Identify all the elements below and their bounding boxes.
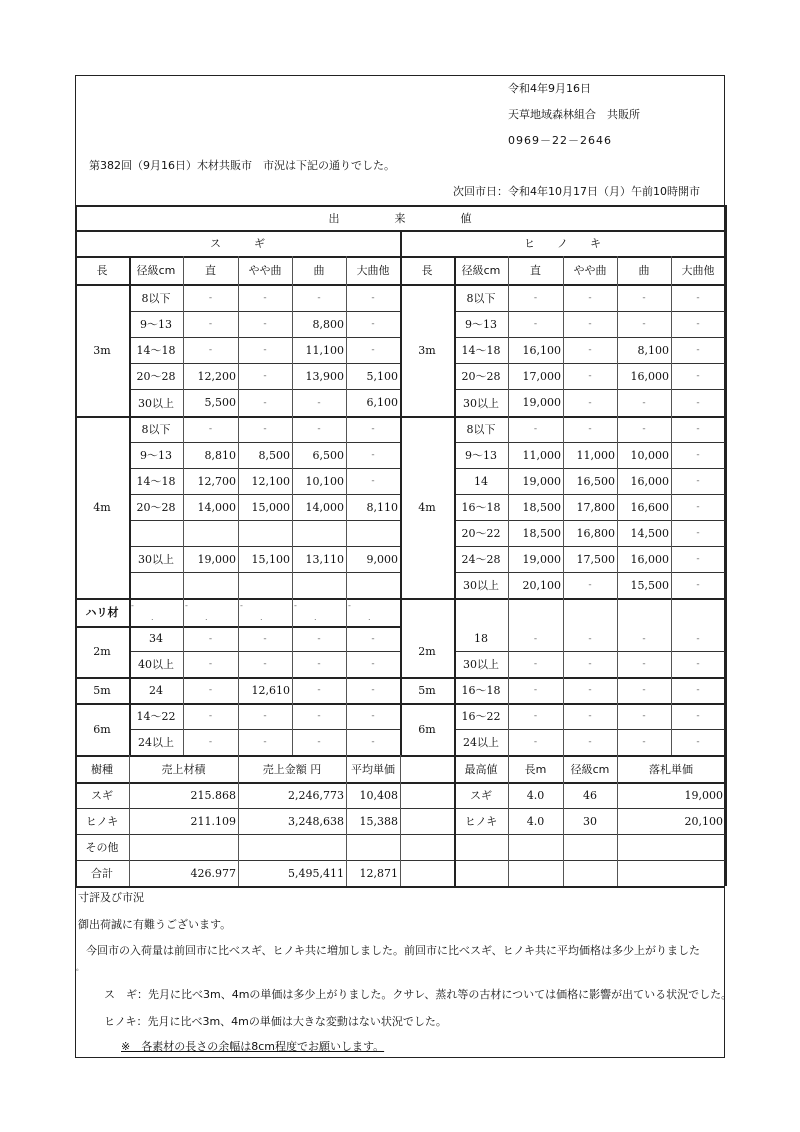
hari-tick-mark: . — [260, 613, 263, 622]
sugi-price-cell: 14,000 — [197, 500, 236, 514]
sugi-price-cell: - — [263, 345, 267, 355]
column-header: 長 — [96, 264, 108, 277]
sugi-diameter: 30以上 — [138, 396, 174, 410]
hinoki-diameter: 9～13 — [465, 318, 497, 331]
sugi-diameter: 34 — [149, 632, 163, 645]
hinoki-price-cell: - — [696, 737, 700, 747]
sugi-price-cell: 19,000 — [197, 552, 236, 566]
hari-tick-mark: . — [205, 613, 208, 622]
remarks-paragraph: 今回市の入荷量は前回市に比べスギ、ヒノキ共に増加しました。前回市に比べスギ、ヒノキ共に平均価格は多少上がりました — [86, 944, 701, 957]
sugi-price-cell: - — [317, 659, 321, 669]
sugi-price-cell: - — [371, 476, 375, 486]
hari-tick-mark: - — [131, 601, 134, 610]
sugi-length-5m: 5m — [93, 683, 111, 697]
grid-line-h — [129, 337, 400, 338]
sugi-diameter: 30以上 — [138, 553, 174, 566]
hinoki-price-cell: - — [696, 397, 700, 408]
sugi-price-cell: 12,200 — [197, 369, 236, 383]
grid-line-h — [454, 389, 725, 390]
sugi-price-cell: - — [263, 424, 267, 434]
sugi-section-label: ス ギ — [210, 237, 265, 250]
hinoki-diameter: 30以上 — [463, 579, 499, 592]
hinoki-diameter: 18 — [474, 632, 488, 645]
sugi-price-cell: - — [317, 292, 321, 303]
grid-line-h — [454, 494, 725, 495]
column-header: やや曲 — [573, 264, 607, 277]
hinoki-diameter: 24～28 — [461, 553, 501, 566]
hinoki-diameter: 16～22 — [461, 710, 501, 723]
hinoki-length-3m: 3m — [418, 343, 436, 357]
phone-number: 0969－22－2646 — [508, 134, 612, 147]
summary-volume: 426.977 — [190, 866, 236, 880]
sugi-price-cell: - — [263, 371, 267, 381]
highest-length: 4.0 — [526, 788, 545, 802]
next-market-date: 次回市日：令和4年10月17日（月）午前10時開市 — [453, 185, 700, 198]
grid-line-h — [129, 442, 400, 443]
organization-name: 天草地域森林組合 共販所 — [508, 108, 640, 121]
hinoki-length-5m: 5m — [418, 683, 436, 697]
hari-tick-mark: . — [151, 613, 154, 622]
summary-volume: 215.868 — [190, 788, 236, 802]
sugi-price-cell: 8,110 — [366, 500, 398, 514]
summary-amount: 3,248,638 — [288, 814, 344, 828]
highest-header: 長m — [524, 762, 547, 776]
grid-line-v — [508, 755, 509, 886]
hinoki-price-cell: - — [696, 292, 700, 303]
hinoki-length-2m: 2m — [418, 645, 436, 658]
sugi-price-cell — [238, 598, 292, 626]
hinoki-price-cell: - — [696, 711, 700, 721]
sugi-price-cell: - — [208, 345, 213, 355]
sugi-length-2m: 2m — [93, 645, 111, 658]
sugi-price-cell: - — [263, 659, 267, 669]
sugi-price-cell: - — [208, 424, 213, 434]
hinoki-price-cell: - — [588, 711, 592, 721]
hinoki-price-cell: - — [588, 424, 592, 434]
sugi-price-cell — [183, 598, 238, 626]
hinoki-price-cell: 16,100 — [522, 343, 561, 357]
table-title: 出 来 値 — [328, 211, 472, 225]
hinoki-price-cell: 16,000 — [630, 474, 669, 488]
hinoki-price-cell: 11,000 — [576, 448, 615, 462]
sugi-price-cell: - — [263, 633, 267, 644]
hinoki-price-cell: - — [696, 319, 700, 329]
highest-species: ヒノキ — [464, 815, 498, 828]
sugi-price-cell: 5,500 — [204, 396, 236, 409]
sugi-price-cell: - — [371, 319, 375, 329]
sugi-price-cell: 11,100 — [305, 343, 344, 357]
grid-line-v — [292, 256, 293, 755]
grid-line-h — [129, 311, 400, 312]
summary-amount — [238, 834, 346, 860]
highest-length: 4.0 — [526, 814, 545, 828]
hinoki-price-cell: 20,100 — [522, 578, 561, 592]
sugi-length-6m: 6m — [93, 722, 111, 736]
grid-line-v — [617, 256, 618, 755]
column-header: 長 — [421, 264, 433, 277]
hari-tick-mark: - — [348, 601, 351, 610]
hinoki-price-cell: - — [642, 397, 646, 408]
sugi-price-cell: 8,810 — [204, 448, 236, 462]
hinoki-diameter: 24以上 — [463, 736, 499, 749]
grid-line-v — [129, 755, 130, 886]
hinoki-diameter: 8以下 — [466, 291, 496, 305]
highest-header: 最高値 — [464, 762, 498, 776]
sugi-length-4m: 4m — [93, 500, 111, 514]
sugi-price-cell: 5,100 — [366, 369, 398, 383]
summary-header: 樹種 — [91, 762, 113, 776]
remarks-hinoki: ヒノキ：先月に比べ3m、4mの単価は大きな変動はない状況でした。 — [104, 1015, 447, 1028]
sugi-price-cell: - — [263, 737, 267, 747]
grid-line-h — [454, 337, 725, 338]
hinoki-price-cell: - — [696, 685, 700, 695]
sugi-price-cell: 15,000 — [251, 500, 290, 514]
sugi-price-cell: - — [208, 633, 213, 644]
summary-amount: 2,246,773 — [288, 788, 344, 802]
sugi-price-cell: 9,000 — [366, 552, 398, 566]
grid-line-h — [454, 442, 725, 443]
grid-line-h — [129, 572, 400, 573]
grid-line-h — [454, 546, 725, 547]
sugi-price-cell: 8,500 — [258, 448, 290, 462]
hinoki-price-cell: - — [533, 633, 538, 644]
hinoki-price-cell: - — [642, 292, 646, 303]
hinoki-price-cell: 18,500 — [522, 500, 561, 514]
grid-line-v — [238, 256, 239, 755]
highest-price: 20,100 — [684, 814, 723, 828]
hinoki-price-cell: 11,000 — [522, 448, 561, 462]
sugi-price-cell: 15,100 — [251, 552, 290, 566]
grid-line-h — [75, 886, 725, 888]
grid-line-h — [129, 494, 400, 495]
grid-line-h — [129, 546, 400, 547]
sugi-diameter: 9～13 — [140, 318, 172, 331]
sugi-length-3m: 3m — [93, 343, 111, 357]
column-header: 大曲他 — [356, 264, 390, 277]
hinoki-price-cell: 16,000 — [630, 552, 669, 566]
grid-line-v — [346, 256, 347, 755]
sugi-price-cell: 8,800 — [312, 317, 344, 331]
sugi-price-cell: - — [263, 397, 267, 408]
sugi-price-cell: - — [371, 424, 375, 434]
grid-line-h — [129, 389, 400, 390]
hinoki-price-cell: 19,000 — [522, 552, 561, 566]
hinoki-price-cell: - — [588, 737, 592, 747]
hinoki-price-cell: - — [588, 659, 592, 669]
hinoki-diameter: 30以上 — [463, 396, 499, 410]
sugi-price-cell: - — [208, 711, 213, 721]
summary-species: その他 — [85, 841, 119, 854]
hinoki-price-cell: - — [533, 424, 538, 434]
grid-line-h — [129, 651, 400, 652]
sugi-price-cell: - — [317, 633, 321, 644]
sugi-price-cell: - — [208, 737, 213, 747]
column-header: 径級cm — [136, 264, 176, 277]
grid-line-h — [129, 729, 400, 730]
remarks-paragraph-tail: 。 — [76, 964, 83, 972]
sugi-price-cell: - — [317, 737, 321, 747]
hinoki-price-cell: - — [696, 345, 700, 355]
hinoki-price-cell: - — [533, 711, 538, 721]
sugi-price-cell: - — [263, 292, 267, 303]
hinoki-price-cell: - — [588, 319, 592, 329]
sugi-price-cell: - — [371, 292, 375, 303]
sugi-price-cell: - — [208, 319, 213, 329]
hinoki-price-cell: - — [588, 685, 592, 695]
sugi-price-cell: 12,700 — [197, 474, 236, 488]
hinoki-diameter: 20～28 — [461, 370, 501, 383]
hinoki-price-cell: - — [533, 659, 538, 669]
hinoki-price-cell: 18,500 — [522, 526, 561, 540]
hinoki-price-cell: 16,800 — [576, 526, 615, 540]
grid-line-h — [454, 651, 725, 652]
remarks-note: ※ 各素材の長さの余幅は8cm程度でお願いします。 — [121, 1040, 385, 1053]
hinoki-price-cell: - — [696, 528, 700, 538]
hinoki-price-cell: 17,500 — [576, 552, 615, 566]
summary-average-price: 10,408 — [359, 788, 398, 802]
hari-tick-mark: . — [314, 613, 317, 622]
sugi-price-cell: 13,900 — [305, 369, 344, 383]
grid-line-h — [129, 520, 400, 521]
sugi-price-cell — [292, 598, 346, 626]
hinoki-price-cell: - — [696, 424, 700, 434]
hinoki-price-cell: - — [533, 319, 538, 329]
hinoki-length-6m: 6m — [418, 722, 436, 736]
sugi-price-cell: 10,100 — [305, 474, 344, 488]
sugi-diameter: 40以上 — [138, 658, 174, 671]
hinoki-diameter: 16～18 — [461, 684, 501, 697]
hinoki-price-cell: - — [588, 371, 592, 381]
hinoki-price-cell: - — [696, 371, 700, 381]
column-header: 大曲他 — [681, 264, 715, 277]
sugi-diameter: 14～22 — [136, 710, 176, 723]
highest-diameter: 46 — [583, 788, 597, 802]
hinoki-price-cell: 19,000 — [522, 396, 561, 409]
highest-diameter: 30 — [583, 814, 597, 828]
grid-line-h — [454, 520, 725, 521]
grid-line-h — [454, 729, 725, 730]
sugi-price-cell: 14,000 — [305, 500, 344, 514]
hinoki-price-cell: - — [588, 580, 592, 590]
hinoki-price-cell: 16,500 — [576, 474, 615, 488]
sugi-price-cell: 6,100 — [366, 396, 398, 409]
hinoki-price-cell: 10,000 — [630, 448, 669, 462]
grid-line-v — [454, 256, 456, 755]
sugi-length-ハリ材: ハリ材 — [85, 606, 119, 619]
hinoki-diameter: 14 — [474, 474, 488, 488]
hinoki-price-cell: - — [642, 424, 646, 434]
sugi-price-cell: 6,500 — [312, 448, 344, 462]
sugi-price-cell: 13,110 — [305, 552, 344, 566]
grid-line-h — [454, 363, 725, 364]
hinoki-price-cell: - — [588, 397, 592, 408]
sugi-price-cell: - — [371, 450, 375, 460]
grid-line-v — [238, 755, 239, 886]
hinoki-price-cell: - — [696, 633, 700, 644]
sugi-price-cell: - — [263, 319, 267, 329]
sugi-diameter: 8以下 — [141, 423, 171, 436]
grid-line-h — [129, 468, 400, 469]
sugi-diameter: 24 — [149, 683, 163, 697]
column-header: 直 — [205, 264, 216, 277]
sugi-price-cell: - — [263, 711, 267, 721]
sugi-diameter: 20～28 — [136, 370, 176, 383]
grid-line-h — [129, 363, 400, 364]
grid-line-v — [563, 256, 564, 755]
summary-header: 売上材積 — [161, 762, 206, 776]
grid-line-v — [346, 755, 347, 886]
hinoki-price-cell: - — [696, 580, 700, 590]
highest-price: 19,000 — [684, 788, 723, 802]
sugi-price-cell: - — [317, 685, 321, 695]
summary-header: 平均単価 — [351, 762, 395, 776]
hinoki-price-cell: - — [588, 345, 592, 355]
column-header: 径級cm — [461, 264, 501, 277]
sugi-diameter: 9～13 — [140, 449, 172, 462]
grid-line-h — [454, 572, 725, 573]
hinoki-diameter: 8以下 — [466, 423, 496, 436]
grid-line-v — [75, 205, 77, 755]
summary-amount: 5,495,411 — [288, 866, 344, 880]
column-header: 曲 — [313, 264, 325, 277]
hinoki-price-cell: - — [642, 659, 646, 669]
sugi-diameter: 14～18 — [136, 344, 176, 357]
summary-volume — [129, 834, 238, 860]
hinoki-price-cell: - — [696, 502, 700, 512]
hinoki-price-cell: - — [696, 554, 700, 564]
sugi-price-cell: - — [371, 737, 375, 747]
hinoki-price-cell: 15,500 — [630, 578, 669, 592]
sugi-price-cell: - — [371, 633, 375, 644]
sugi-price-cell: - — [317, 711, 321, 721]
grid-line-v — [400, 230, 402, 755]
grid-line-v — [129, 256, 131, 755]
hinoki-price-cell: 17,000 — [522, 369, 561, 383]
sugi-price-cell — [346, 598, 400, 626]
hinoki-price-cell: - — [642, 319, 646, 329]
sugi-price-cell: 12,610 — [251, 683, 290, 697]
sugi-diameter: 20～28 — [136, 501, 176, 514]
grid-line-v — [454, 755, 456, 886]
sugi-price-cell: - — [208, 659, 213, 669]
hinoki-price-cell: - — [588, 292, 592, 303]
highest-header: 径級cm — [570, 762, 610, 776]
sugi-price-cell: - — [371, 711, 375, 721]
grid-line-h — [454, 468, 725, 469]
hinoki-diameter: 9～13 — [465, 449, 497, 462]
hinoki-price-cell: - — [533, 292, 538, 303]
summary-average-price: 12,871 — [359, 866, 398, 880]
grid-line-v — [725, 755, 727, 886]
hinoki-price-cell: - — [696, 450, 700, 460]
column-header: 直 — [530, 264, 541, 277]
column-header: やや曲 — [248, 264, 282, 277]
summary-average-price: 15,388 — [359, 814, 398, 828]
hinoki-price-cell: - — [588, 633, 592, 644]
grid-line-v — [563, 755, 564, 886]
hinoki-length-4m: 4m — [418, 500, 436, 514]
intro-line: 第382回（9月16日）木材共販市 市況は下記の通りでした。 — [89, 159, 395, 172]
grid-line-v — [725, 205, 727, 755]
remarks-thanks: 御出荷誠に有難うございます。 — [78, 918, 232, 931]
hari-tick-mark: - — [240, 601, 243, 610]
remarks-title: 寸評及び市況 — [78, 891, 144, 904]
hari-tick-mark: - — [294, 601, 297, 610]
grid-line-v — [400, 755, 401, 886]
report-date: 令和4年9月16日 — [508, 82, 591, 95]
hinoki-price-cell: 19,000 — [522, 474, 561, 488]
highest-header: 落札単価 — [649, 762, 693, 776]
grid-line-v — [183, 256, 184, 755]
sugi-price-cell: - — [208, 292, 213, 303]
sugi-diameter: 8以下 — [141, 291, 171, 305]
sugi-price-cell: - — [371, 685, 375, 695]
grid-line-v — [508, 256, 509, 755]
summary-header: 売上金額 円 — [262, 762, 322, 776]
column-header: 曲 — [638, 264, 650, 277]
hinoki-price-cell: - — [642, 711, 646, 721]
hinoki-price-cell: - — [533, 685, 538, 695]
sugi-diameter — [129, 598, 183, 626]
hinoki-diameter: 20～22 — [461, 527, 501, 540]
highest-species: スギ — [470, 789, 492, 802]
hinoki-price-cell: 8,100 — [637, 343, 669, 357]
hinoki-price-cell: - — [642, 685, 646, 695]
hari-tick-mark: . — [368, 613, 371, 622]
hinoki-price-cell: 17,800 — [576, 500, 615, 514]
hinoki-price-cell: - — [642, 633, 646, 644]
sugi-diameter: 14～18 — [136, 475, 176, 488]
hinoki-price-cell: - — [533, 737, 538, 747]
grid-line-h — [454, 311, 725, 312]
hinoki-section-label: ヒ ノ キ — [524, 237, 601, 250]
sugi-diameter: 24以上 — [138, 736, 174, 749]
hinoki-price-cell: - — [696, 476, 700, 486]
remarks-sugi: ス ギ：先月に比べ3m、4mの単価は多少上がりました。クサレ、蒸れ等の古材については価格に影響が出ている状況でした。 — [104, 988, 733, 1001]
summary-volume: 211.109 — [190, 814, 236, 828]
sugi-price-cell: - — [371, 345, 375, 355]
grid-line-v — [671, 256, 672, 755]
summary-species: スギ — [91, 789, 113, 802]
sugi-price-cell: - — [317, 397, 321, 408]
hinoki-diameter: 30以上 — [463, 658, 499, 671]
hinoki-price-cell: 14,500 — [630, 526, 669, 540]
grid-line-v — [617, 755, 618, 886]
summary-species: 合計 — [91, 867, 113, 880]
sugi-price-cell: 12,100 — [251, 474, 290, 488]
sugi-price-cell: - — [208, 685, 213, 695]
grid-line-v — [75, 755, 77, 886]
hinoki-price-cell: - — [642, 737, 646, 747]
sugi-price-cell: - — [317, 424, 321, 434]
summary-average-price — [346, 834, 400, 860]
hinoki-diameter: 14～18 — [461, 344, 501, 357]
sugi-price-cell: - — [371, 659, 375, 669]
hinoki-price-cell: 16,000 — [630, 369, 669, 383]
hinoki-diameter: 16～18 — [461, 501, 501, 514]
hinoki-price-cell: 16,600 — [630, 500, 669, 514]
hinoki-price-cell: - — [696, 659, 700, 669]
hari-tick-mark: - — [185, 601, 188, 610]
summary-species: ヒノキ — [85, 815, 119, 828]
